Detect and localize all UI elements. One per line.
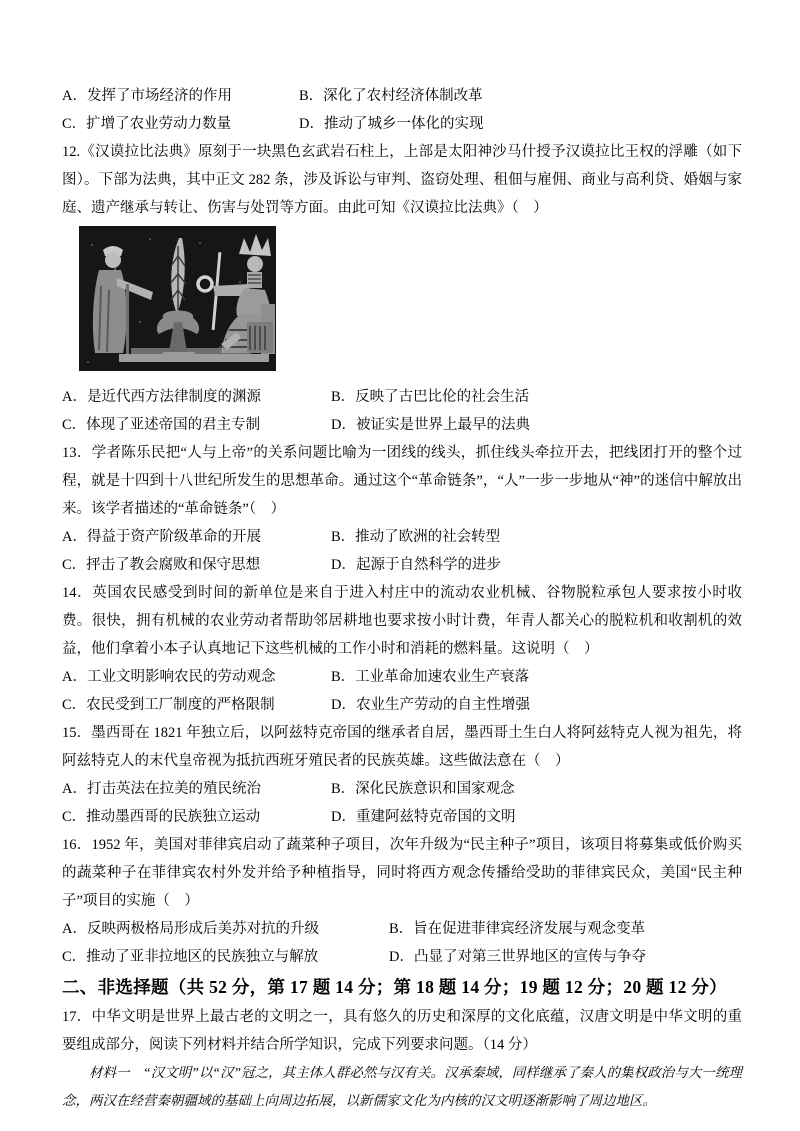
- q11-options-row-2: [62, 110, 742, 138]
- q12-option-d: D．被证实是世界上最早的法典: [331, 417, 530, 433]
- q11-option-c: C．扩增了农业劳动力数量: [62, 116, 232, 132]
- q16-option-d: D．凸显了对第三世界地区的宣传与争夺: [389, 949, 646, 965]
- q13-option-a: A．得益于资产阶级革命的开展: [62, 529, 261, 545]
- section-2-header: 二、非选择题（共 52 分，第 17 题 14 分；第 18 题 14 分；19 题 12 分；20 题 12 分）: [62, 977, 727, 997]
- q11-options-row-1: [62, 82, 742, 110]
- q13-option-b: B．推动了欧洲的社会转型: [331, 529, 501, 545]
- q13-options-row-1: [62, 523, 742, 551]
- q15-options-row-2: [62, 803, 742, 831]
- q12-options-row-1: [62, 383, 742, 411]
- q15-option-d: D．重建阿兹特克帝国的文明: [331, 809, 516, 825]
- q15-options-row-1: [62, 775, 742, 803]
- q11-option-d: D．推动了城乡一体化的实现: [299, 116, 484, 132]
- q14-stem: 14．英国农民感受到时间的新单位是来自于进入村庄中的流动农业机械、谷物脱粒承包人要求按小时收费。很快，拥有机械的农业劳动者帮助邻居耕地也要求按小时计费，年青人都关心的脱粒机和收割机的效益，他们拿着小本子认真地记下这些机械的工作小时和消耗的燃料量。这说明（ ）: [62, 585, 742, 657]
- q13-option-c: C．抨击了教会腐败和保守思想: [62, 557, 261, 573]
- q15-stem: 15．墨西哥在 1821 年独立后，以阿兹特克帝国的继承者自居，墨西哥土生白人将阿兹特克人视为祖先，将阿兹特克人的末代皇帝视为抵抗西班牙殖民者的民族英雄。这些做法意在（ ）: [62, 725, 742, 769]
- q17-material-1: 材料一 “汉文明”以“汉”冠之，其主体人群必然与汉有关。汉承秦域，同样继承了秦人的集权政治与大一统理念，两汉在经营秦朝疆域的基础上向周边拓展，以新儒家文化为内核的汉文明逐渐影响了周边地区。: [62, 1065, 742, 1108]
- q14-option-c: C．农民受到工厂制度的严格限制: [62, 697, 275, 713]
- q12-option-b: B．反映了古巴比伦的社会生活: [331, 389, 530, 405]
- q14-option-b: B．工业革命加速农业生产衰落: [331, 669, 530, 685]
- q12-option-c: C．体现了亚述帝国的君主专制: [62, 417, 261, 433]
- q13-stem: 13．学者陈乐民把“人与上帝”的关系问题比喻为一团线的线头，抓住线头牵拉开去，把线团打开的整个过程，就是十四到十八世纪所发生的思想革命。通过这个“革命链条”，“人”一步一步地从“神”的迷信中解放出来。该学者描述的“革命链条”（ ）: [62, 445, 742, 517]
- hammurabi-relief-image: [79, 226, 276, 371]
- q15-option-b: B．深化民族意识和国家观念: [331, 781, 515, 797]
- q16-option-b: B．旨在促进菲律宾经济发展与观念变革: [389, 921, 646, 937]
- q11-option-b: B．深化了农村经济体制改革: [299, 88, 483, 104]
- q16-stem: 16．1952 年，美国对菲律宾启动了蔬菜种子项目，次年升级为“民主种子”项目，该项目将募集或低价购买的蔬菜种子在菲律宾农村外发并给予种植指导，同时将西方观念传播给受助的菲律宾民众，美国“民主种子”项目的实施（ ）: [62, 837, 742, 909]
- q16-options-row-1: [62, 915, 742, 943]
- q13-options-row-2: [62, 551, 742, 579]
- q14-options-row-2: [62, 691, 742, 719]
- q14-option-a: A．工业文明影响农民的劳动观念: [62, 669, 276, 685]
- q16-options-row-2: [62, 943, 742, 971]
- q14-option-d: D．农业生产劳动的自主性增强: [331, 697, 530, 713]
- staff: [126, 284, 129, 354]
- q12-option-a: A．是近代西方法律制度的渊源: [62, 389, 261, 405]
- q13-option-d: D．起源于自然科学的进步: [331, 557, 501, 573]
- q11-option-a: A．发挥了市场经济的作用: [62, 88, 232, 104]
- q12-stem: 12.《汉谟拉比法典》原刻于一块黑色玄武岩石柱上，上部是太阳神沙马什授予汉谟拉比王权的浮雕（如下图）。下部为法典，其中正文 282 条，涉及诉讼与审判、盗窃处理、租佃与雇佣、商业与高利贷、婚姻与家庭、遗产继承与转让、伤害与处罚等方面。由此可知《汉谟拉比法典》（ ）: [62, 144, 742, 216]
- q17-stem: 17．中华文明是世界上最古老的文明之一，具有悠久的历史和深厚的文化底蕴，汉唐文明是中华文明的重要组成部分，阅读下列材料并结合所学知识，完成下列要求问题。（14 分）: [62, 1009, 742, 1053]
- q15-option-c: C．推动墨西哥的民族独立运动: [62, 809, 261, 825]
- hammurabi-stele-figure: [79, 226, 276, 371]
- q15-option-a: A．打击英法在拉美的殖民统治: [62, 781, 261, 797]
- q14-options-row-1: [62, 663, 742, 691]
- q16-option-a: A．反映两极格局形成后美苏对抗的升级: [62, 921, 319, 937]
- q16-option-c: C．推动了亚非拉地区的民族独立与解放: [62, 949, 319, 965]
- q12-options-row-2: [62, 411, 742, 439]
